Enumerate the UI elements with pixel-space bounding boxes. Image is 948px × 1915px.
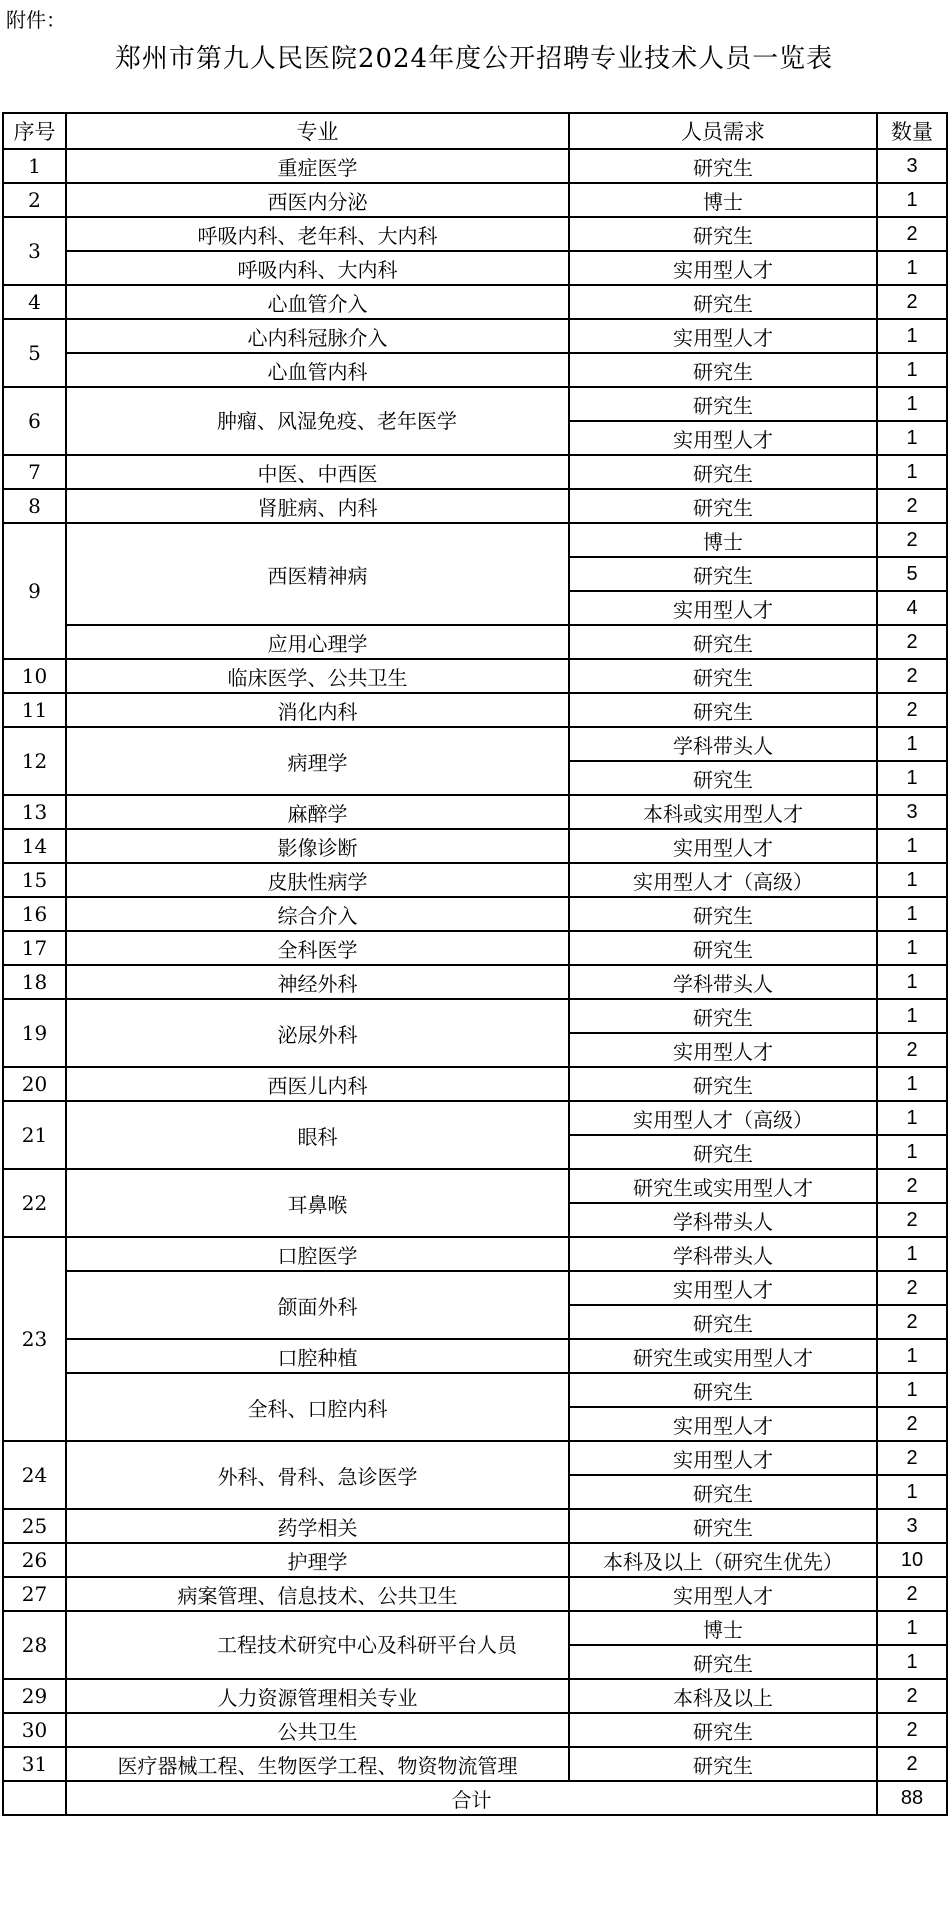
table-row <box>3 897 947 931</box>
seq-cell: 26 <box>3 1543 66 1577</box>
table-row <box>3 149 947 183</box>
quantity-cell: 1 <box>877 353 947 387</box>
requirement-cell: 本科及以上 <box>569 1679 877 1713</box>
quantity-cell: 3 <box>877 1509 947 1543</box>
quantity-cell: 5 <box>877 557 947 591</box>
header-major: 专业 <box>66 113 569 149</box>
quantity-cell: 1 <box>877 319 947 353</box>
seq-cell: 28 <box>3 1611 66 1679</box>
requirement-cell: 研究生 <box>569 931 877 965</box>
major-cell: 口腔种植 <box>66 1339 569 1373</box>
total-seq-cell <box>3 1781 66 1815</box>
quantity-cell: 1 <box>877 863 947 897</box>
requirement-cell: 研究生或实用型人才 <box>569 1169 877 1203</box>
requirement-cell: 研究生 <box>569 1645 877 1679</box>
table-row <box>3 455 947 489</box>
seq-cell: 11 <box>3 693 66 727</box>
seq-cell: 22 <box>3 1169 66 1237</box>
table-row <box>3 727 947 761</box>
major-cell: 中医、中西医 <box>66 455 569 489</box>
quantity-cell: 1 <box>877 999 947 1033</box>
major-cell: 重症医学 <box>66 149 569 183</box>
page-title: 郑州市第九人民医院2024年度公开招聘专业技术人员一览表 <box>114 44 834 74</box>
header-requirement: 人员需求 <box>569 113 877 149</box>
major-cell: 外科、骨科、急诊医学 <box>66 1441 569 1509</box>
quantity-cell: 1 <box>877 1611 947 1645</box>
major-cell: 消化内科 <box>66 693 569 727</box>
quantity-cell: 1 <box>877 965 947 999</box>
requirement-cell: 研究生 <box>569 455 877 489</box>
table-row <box>3 489 947 523</box>
seq-cell: 6 <box>3 387 66 455</box>
requirement-cell: 研究生 <box>569 1713 877 1747</box>
table-row <box>3 693 947 727</box>
seq-cell: 24 <box>3 1441 66 1509</box>
requirement-cell: 实用型人才 <box>569 319 877 353</box>
major-cell: 西医儿内科 <box>66 1067 569 1101</box>
quantity-cell: 2 <box>877 1407 947 1441</box>
major-cell: 呼吸内科、大内科 <box>66 251 569 285</box>
seq-cell: 21 <box>3 1101 66 1169</box>
table-row <box>3 1441 947 1475</box>
quantity-cell: 1 <box>877 421 947 455</box>
table-row <box>3 1271 947 1305</box>
quantity-cell: 1 <box>877 1373 947 1407</box>
quantity-cell: 10 <box>877 1543 947 1577</box>
requirement-cell: 研究生 <box>569 387 877 421</box>
table-row <box>3 659 947 693</box>
seq-cell: 1 <box>3 149 66 183</box>
recruitment-table <box>2 112 948 1816</box>
requirement-cell: 博士 <box>569 1611 877 1645</box>
total-row <box>3 1781 947 1815</box>
quantity-cell: 1 <box>877 1339 947 1373</box>
requirement-cell: 学科带头人 <box>569 1203 877 1237</box>
major-cell: 护理学 <box>66 1543 569 1577</box>
requirement-cell: 研究生 <box>569 693 877 727</box>
table-row <box>3 1577 947 1611</box>
table-row <box>3 1169 947 1203</box>
major-cell: 全科医学 <box>66 931 569 965</box>
requirement-cell: 学科带头人 <box>569 1237 877 1271</box>
table-row <box>3 965 947 999</box>
major-cell: 病理学 <box>66 727 569 795</box>
requirement-cell: 实用型人才 <box>569 1407 877 1441</box>
seq-cell: 17 <box>3 931 66 965</box>
table-row <box>3 1679 947 1713</box>
total-quantity: 88 <box>877 1781 947 1815</box>
requirement-cell: 研究生 <box>569 1509 877 1543</box>
quantity-cell: 2 <box>877 523 947 557</box>
requirement-cell: 实用型人才（高级） <box>569 863 877 897</box>
major-cell: 全科、口腔内科 <box>66 1373 569 1441</box>
total-label: 合计 <box>66 1781 877 1815</box>
table-row <box>3 1713 947 1747</box>
requirement-cell: 研究生 <box>569 557 877 591</box>
major-cell: 泌尿外科 <box>66 999 569 1067</box>
requirement-cell: 研究生 <box>569 1305 877 1339</box>
quantity-cell: 2 <box>877 1441 947 1475</box>
requirement-cell: 研究生 <box>569 625 877 659</box>
table-row <box>3 1611 947 1645</box>
seq-cell: 9 <box>3 523 66 659</box>
requirement-cell: 博士 <box>569 183 877 217</box>
table-row <box>3 353 947 387</box>
requirement-cell: 实用型人才 <box>569 1441 877 1475</box>
table-row <box>3 999 947 1033</box>
quantity-cell: 1 <box>877 1067 947 1101</box>
quantity-cell: 2 <box>877 285 947 319</box>
major-cell: 医疗器械工程、生物医学工程、物资物流管理 <box>66 1747 569 1781</box>
quantity-cell: 2 <box>877 1203 947 1237</box>
quantity-cell: 1 <box>877 251 947 285</box>
table-row <box>3 251 947 285</box>
table-row <box>3 1237 947 1271</box>
quantity-cell: 2 <box>877 1713 947 1747</box>
table-row <box>3 217 947 251</box>
table-row <box>3 1101 947 1135</box>
major-cell: 应用心理学 <box>66 625 569 659</box>
major-cell: 皮肤性病学 <box>66 863 569 897</box>
major-cell: 心血管介入 <box>66 285 569 319</box>
table-row <box>3 1067 947 1101</box>
requirement-cell: 研究生 <box>569 217 877 251</box>
quantity-cell: 2 <box>877 659 947 693</box>
table-row <box>3 795 947 829</box>
table-row <box>3 1747 947 1781</box>
seq-cell: 2 <box>3 183 66 217</box>
seq-cell: 29 <box>3 1679 66 1713</box>
seq-cell: 25 <box>3 1509 66 1543</box>
table-row <box>3 863 947 897</box>
requirement-cell: 实用型人才 <box>569 1577 877 1611</box>
requirement-cell: 学科带头人 <box>569 727 877 761</box>
requirement-cell: 实用型人才 <box>569 251 877 285</box>
requirement-cell: 实用型人才 <box>569 591 877 625</box>
major-cell: 公共卫生 <box>66 1713 569 1747</box>
quantity-cell: 2 <box>877 1033 947 1067</box>
seq-cell: 14 <box>3 829 66 863</box>
requirement-cell: 研究生 <box>569 761 877 795</box>
major-cell: 口腔医学 <box>66 1237 569 1271</box>
quantity-cell: 1 <box>877 931 947 965</box>
seq-cell: 27 <box>3 1577 66 1611</box>
major-cell: 人力资源管理相关专业 <box>66 1679 569 1713</box>
quantity-cell: 1 <box>877 1135 947 1169</box>
table-row <box>3 523 947 557</box>
quantity-cell: 1 <box>877 1101 947 1135</box>
requirement-cell: 学科带头人 <box>569 965 877 999</box>
table-row <box>3 1543 947 1577</box>
requirement-cell: 研究生 <box>569 1135 877 1169</box>
requirement-cell: 实用型人才（高级） <box>569 1101 877 1135</box>
major-cell: 西医精神病 <box>66 523 569 625</box>
table-row <box>3 183 947 217</box>
attachment-label: 附件： <box>6 8 66 32</box>
major-cell: 麻醉学 <box>66 795 569 829</box>
major-cell: 心血管内科 <box>66 353 569 387</box>
requirement-cell: 研究生 <box>569 285 877 319</box>
major-cell: 耳鼻喉 <box>66 1169 569 1237</box>
table-header-row <box>3 113 947 149</box>
requirement-cell: 实用型人才 <box>569 1271 877 1305</box>
requirement-cell: 实用型人才 <box>569 829 877 863</box>
seq-cell: 4 <box>3 285 66 319</box>
major-cell: 工程技术研究中心及科研平台人员 <box>66 1611 569 1679</box>
quantity-cell: 2 <box>877 217 947 251</box>
table-row <box>3 1339 947 1373</box>
major-cell: 西医内分泌 <box>66 183 569 217</box>
quantity-cell: 2 <box>877 1169 947 1203</box>
seq-cell: 18 <box>3 965 66 999</box>
quantity-cell: 1 <box>877 1475 947 1509</box>
table-row <box>3 1373 947 1407</box>
requirement-cell: 研究生 <box>569 489 877 523</box>
quantity-cell: 2 <box>877 1305 947 1339</box>
requirement-cell: 研究生 <box>569 999 877 1033</box>
seq-cell: 16 <box>3 897 66 931</box>
quantity-cell: 2 <box>877 625 947 659</box>
quantity-cell: 3 <box>877 795 947 829</box>
quantity-cell: 1 <box>877 829 947 863</box>
quantity-cell: 1 <box>877 183 947 217</box>
requirement-cell: 研究生 <box>569 353 877 387</box>
major-cell: 神经外科 <box>66 965 569 999</box>
seq-cell: 8 <box>3 489 66 523</box>
major-cell: 影像诊断 <box>66 829 569 863</box>
requirement-cell: 本科及以上（研究生优先） <box>569 1543 877 1577</box>
major-cell: 颌面外科 <box>66 1271 569 1339</box>
quantity-cell: 2 <box>877 1747 947 1781</box>
quantity-cell: 2 <box>877 1679 947 1713</box>
quantity-cell: 1 <box>877 727 947 761</box>
table-row <box>3 285 947 319</box>
quantity-cell: 4 <box>877 591 947 625</box>
requirement-cell: 研究生 <box>569 1475 877 1509</box>
major-cell: 呼吸内科、老年科、大内科 <box>66 217 569 251</box>
requirement-cell: 实用型人才 <box>569 1033 877 1067</box>
table-row <box>3 387 947 421</box>
quantity-cell: 1 <box>877 897 947 931</box>
major-cell: 心内科冠脉介入 <box>66 319 569 353</box>
major-cell: 综合介入 <box>66 897 569 931</box>
requirement-cell: 研究生 <box>569 1067 877 1101</box>
seq-cell: 10 <box>3 659 66 693</box>
quantity-cell: 2 <box>877 1271 947 1305</box>
requirement-cell: 实用型人才 <box>569 421 877 455</box>
quantity-cell: 1 <box>877 1237 947 1271</box>
table-row <box>3 829 947 863</box>
requirement-cell: 研究生或实用型人才 <box>569 1339 877 1373</box>
table-row <box>3 931 947 965</box>
table-row <box>3 319 947 353</box>
quantity-cell: 2 <box>877 489 947 523</box>
seq-cell: 15 <box>3 863 66 897</box>
seq-cell: 12 <box>3 727 66 795</box>
major-cell: 肿瘤、风湿免疫、老年医学 <box>66 387 569 455</box>
major-cell: 肾脏病、内科 <box>66 489 569 523</box>
header-seq: 序号 <box>3 113 66 149</box>
quantity-cell: 2 <box>877 1577 947 1611</box>
table-row <box>3 1509 947 1543</box>
seq-cell: 13 <box>3 795 66 829</box>
quantity-cell: 2 <box>877 693 947 727</box>
requirement-cell: 研究生 <box>569 1373 877 1407</box>
requirement-cell: 研究生 <box>569 1747 877 1781</box>
seq-cell: 31 <box>3 1747 66 1781</box>
seq-cell: 5 <box>3 319 66 387</box>
seq-cell: 30 <box>3 1713 66 1747</box>
table-row <box>3 625 947 659</box>
seq-cell: 23 <box>3 1237 66 1441</box>
requirement-cell: 博士 <box>569 523 877 557</box>
requirement-cell: 研究生 <box>569 659 877 693</box>
requirement-cell: 研究生 <box>569 897 877 931</box>
major-cell: 眼科 <box>66 1101 569 1169</box>
quantity-cell: 1 <box>877 1645 947 1679</box>
quantity-cell: 3 <box>877 149 947 183</box>
seq-cell: 7 <box>3 455 66 489</box>
quantity-cell: 1 <box>877 387 947 421</box>
major-cell: 临床医学、公共卫生 <box>66 659 569 693</box>
seq-cell: 19 <box>3 999 66 1067</box>
major-cell: 药学相关 <box>66 1509 569 1543</box>
requirement-cell: 研究生 <box>569 149 877 183</box>
quantity-cell: 1 <box>877 455 947 489</box>
major-cell: 病案管理、信息技术、公共卫生 <box>66 1577 569 1611</box>
quantity-cell: 1 <box>877 761 947 795</box>
seq-cell: 20 <box>3 1067 66 1101</box>
header-quantity: 数量 <box>877 113 947 149</box>
seq-cell: 3 <box>3 217 66 285</box>
requirement-cell: 本科或实用型人才 <box>569 795 877 829</box>
